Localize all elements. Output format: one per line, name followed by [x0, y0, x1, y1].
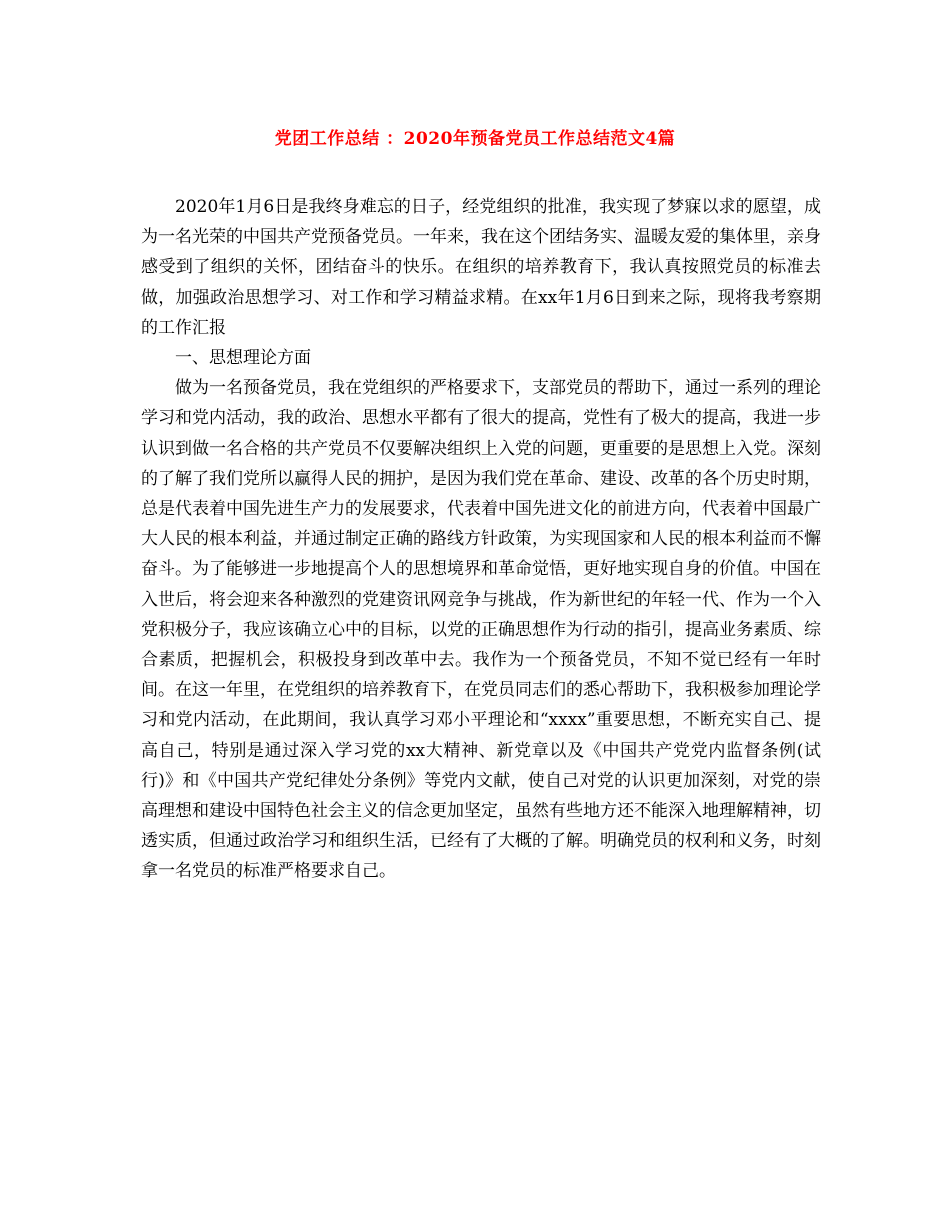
ideology-paragraph: 做为一名预备党员，我在党组织的严格要求下，支部党员的帮助下，通过一系列的理论学习和党内活动，我的政治、思想水平都有了很大的提高，党性有了极大的提高，我进一步认识到做一名合格的共产党员不仅要解决组织上入党的问题，更重要的是思想上入党。深刻的了解了我们党所以赢得人民的拥护，是因为我们党在革命、建设、改革的各个历史时期，总是代表着中国先进生产力的发展要求，代表着中国先进文化的前进方向，代表着中国最广大人民的根本利益，并通过制定正确的路线方针政策，为实现国家和人民的根本利益而不懈奋斗。为了能够进一步地提高个人的思想境界和革命觉悟，更好地实现自身的价值。中国在入世后，将会迎来各种激烈的党建资讯网竞争与挑战，作为新世纪的年轻一代、作为一个入党积极分子，我应该确立心中的目标，以党的正确思想作为行动的指引，提高业务素质、综合素质，把握机会，积极投身到改革中去。我作为一个预备党员，不知不觉已经有一年时间。在这一年里，在党组织的培养教育下，在党员同志们的悉心帮助下，我积极参加理论学习和党内活动，在此期间，我认真学习邓小平理论和“xxxx”重要思想，不断充实自己、提高自己，特别是通过深入学习党的xx大精神、新党章以及《中国共产党党内监督条例(试行)》和《中国共产党纪律处分条例》等党内文献，使自己对党的认识更加深刻，对党的崇高理想和建设中国特色社会主义的信念更加坚定，虽然有些地方还不能深入地理解精神，切透实质，但通过政治学习和组织生活，已经有了大概的了解。明确党员的权利和义务，时刻拿一名党员的标准严格要求自己。: [141, 378, 821, 882]
document-title: 党团工作总结 ：2020年预备党员工作总结范文4篇: [274, 129, 676, 149]
intro-paragraph: 2020年1月6日是我终身难忘的日子，经党组织的批准，我实现了梦寐以求的愿望，成为一名光荣的中国共产党预备党员。一年来，我在这个团结务实、温暖友爱的集体里，亲身感受到了组织的关怀，团结奋斗的快乐。在组织的培养教育下，我认真按照党员的标准去做，加强政治思想学习、对工作和学习精益求精。在xx年1月6日到来之际，现将我考察期的工作汇报: [141, 197, 821, 338]
document-body: [141, 192, 821, 887]
section-heading-ideology: 一、思想理论方面: [175, 348, 311, 369]
